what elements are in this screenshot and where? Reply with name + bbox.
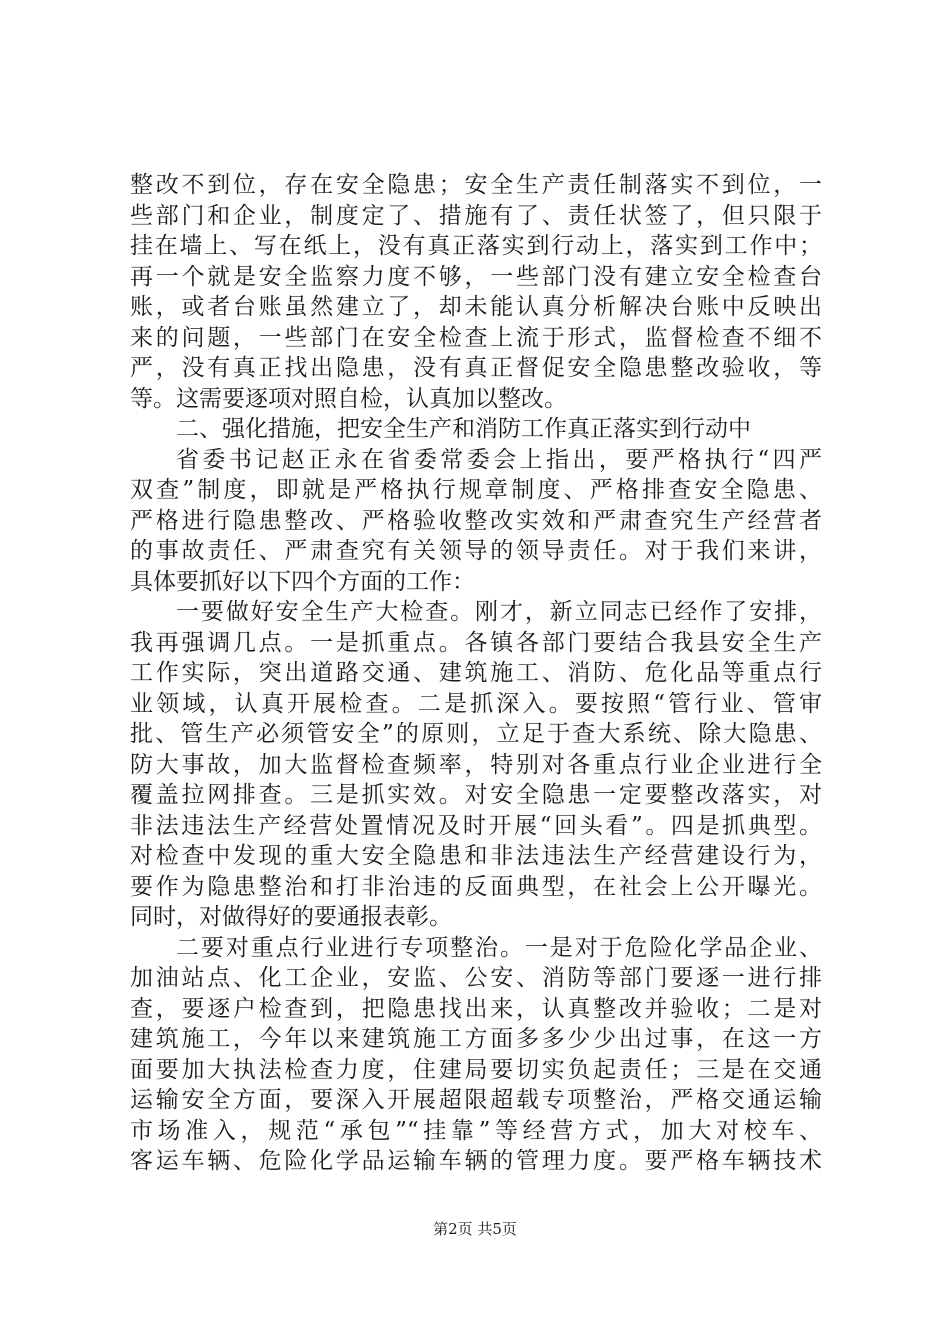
text-line: 双查”制度，即就是严格执行规章制度、严格排查安全隐患、 <box>130 477 822 503</box>
text-line: 二要对重点行业进行专项整治。一是对于危险化学品企业、 <box>176 934 822 961</box>
text-line: 防大事故，加大监督检查频率，特别对各重点行业企业进行全 <box>130 751 822 778</box>
text-line: 要作为隐患整治和打非治违的反面典型，在社会上公开曝光。 <box>130 873 822 900</box>
text-line: 非法违法生产经营处置情况及时开展“回头看”。四是抓典型。 <box>130 812 822 839</box>
text-line: 客运车辆、危险化学品运输车辆的管理力度。要严格车辆技术 <box>130 1148 822 1174</box>
text-line: 覆盖拉网排查。三是抓实效。对安全隐患一定要整改落实，对 <box>130 782 822 808</box>
text-line: 具体要抓好以下四个方面的工作： <box>130 568 475 595</box>
text-line: 对检查中发现的重大安全隐患和非法违法生产经营建设行为， <box>130 843 822 869</box>
text-line: 再一个就是安全监察力度不够，一些部门没有建立安全检查台 <box>130 263 822 290</box>
text-line: 查，要逐户检查到，把隐患找出来，认真整改并验收；二是对 <box>130 995 822 1022</box>
text-line: 整改不到位，存在安全隐患；安全生产责任制落实不到位，一 <box>130 172 822 198</box>
text-line: 我再强调几点。一是抓重点。各镇各部门要结合我县安全生产 <box>130 629 822 656</box>
text-line: 批、管生产必须管安全”的原则，立足于查大系统、除大隐患、 <box>130 721 822 747</box>
text-line: 加油站点、化工企业，安监、公安、消防等部门要逐一进行排 <box>130 965 822 991</box>
page-footer: 第2页 共5页 <box>433 1220 517 1238</box>
text-line: 等。这需要逐项对照自检，认真加以整改。 <box>130 385 567 412</box>
text-line: 些部门和企业，制度定了、措施有了、责任状签了，但只限于 <box>130 202 822 229</box>
text-line: 建筑施工，今年以来建筑施工方面多多少少出过事，在这一方 <box>130 1026 822 1052</box>
text-line: 二、强化措施，把安全生产和消防工作真正落实到行动中 <box>176 416 751 442</box>
text-line: 市场准入，规范“承包”“挂靠”等经营方式，加大对校车、 <box>130 1117 822 1144</box>
text-line: 的事故责任、严肃查究有关领导的领导责任。对于我们来讲， <box>130 538 822 564</box>
text-line: 来的问题，一些部门在安全检查上流于形式，监督检查不细不 <box>130 324 822 351</box>
document-body <box>130 170 822 1177</box>
text-line: 工作实际，突出道路交通、建筑施工、消防、危化品等重点行 <box>130 660 822 686</box>
text-line: 业领域，认真开展检查。二是抓深入。要按照“管行业、管审 <box>130 690 822 717</box>
text-line: 严格进行隐患整改、严格验收整改实效和严肃查究生产经营者 <box>130 507 822 534</box>
text-line: 同时，对做得好的要通报表彰。 <box>130 904 452 930</box>
text-line: 一要做好安全生产大检查。刚才，新立同志已经作了安排， <box>176 599 822 625</box>
text-line: 运输安全方面，要深入开展超限超载专项整治，严格交通运输 <box>130 1087 822 1113</box>
text-line: 账，或者台账虽然建立了，却未能认真分析解决台账中反映出 <box>130 294 822 320</box>
text-line: 挂在墙上、写在纸上，没有真正落实到行动上，落实到工作中； <box>130 233 822 259</box>
text-line: 省委书记赵正永在省委常委会上指出，要严格执行“四严 <box>176 446 822 473</box>
text-line: 严，没有真正找出隐患，没有真正督促安全隐患整改验收，等 <box>130 355 822 381</box>
text-line: 面要加大执法检查力度，住建局要切实负起责任；三是在交通 <box>130 1056 822 1083</box>
